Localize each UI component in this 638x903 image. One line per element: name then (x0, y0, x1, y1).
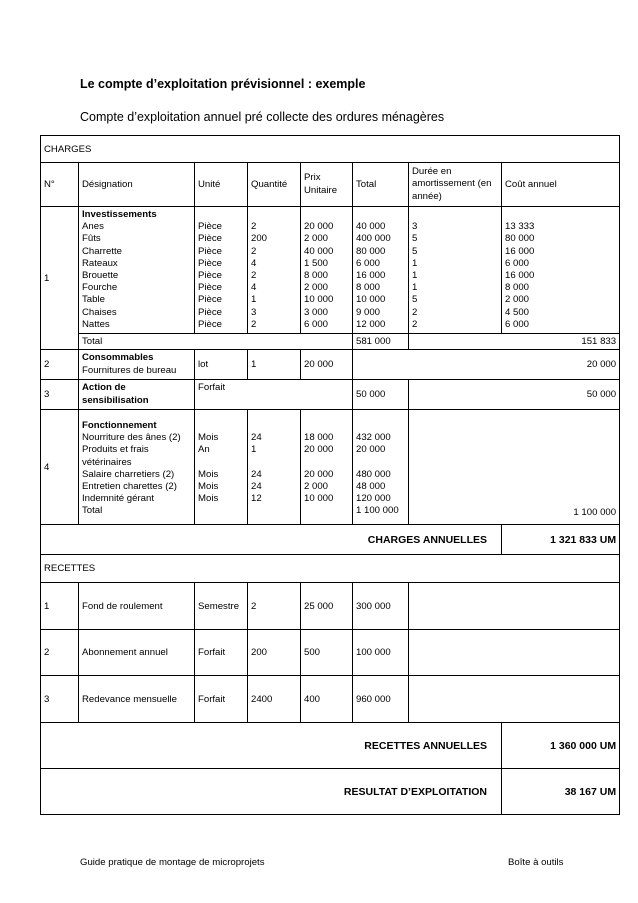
row3-number: 3 (41, 380, 79, 410)
item-unite: Pièce (198, 245, 222, 257)
rec1-quantite: 2 (248, 583, 301, 630)
item-total: 20 000 (356, 444, 386, 456)
item-designation: Rateaux (82, 257, 118, 269)
item-quantite: 24 (251, 481, 262, 493)
table-row (41, 380, 620, 410)
table-header-row (41, 163, 620, 207)
item-designation: Salaire charretiers (2) (82, 468, 175, 480)
row1-group: Investissements (82, 209, 157, 220)
item-prix: 8 000 (304, 270, 329, 282)
item-duree: 2 (412, 318, 418, 330)
rec3-designation: Redevance mensuelle (79, 676, 195, 723)
row4-group: Fonctionnement (82, 420, 157, 432)
resultat-value: 38 167 UM (502, 769, 620, 815)
row4-designation-list (82, 432, 191, 517)
item-duree: 1 (412, 270, 418, 282)
row2-item: Fournitures de bureau (82, 364, 177, 376)
item-cout: 8 000 (505, 282, 530, 294)
row1-designation-list (82, 221, 191, 331)
item-duree: 5 (412, 294, 418, 306)
item-quantite: 4 (251, 282, 257, 294)
item-cout: 13 333 (505, 221, 535, 233)
item-unite: Mois (198, 432, 219, 444)
item-quantite: 24 (251, 468, 262, 480)
rec3-total: 960 000 (353, 676, 409, 723)
item-designation: Nattes (82, 318, 110, 330)
item-total: 480 000 (356, 468, 391, 480)
row2-unite: lot (195, 350, 248, 380)
rec2-prix: 500 (301, 630, 353, 676)
item-designation: Fourche (82, 282, 118, 294)
table-row (41, 583, 620, 630)
item-cout: 16 000 (505, 270, 535, 282)
charges-label: CHARGES (41, 136, 620, 163)
row1-prix (301, 207, 353, 334)
item-prix: 20 000 (304, 221, 334, 233)
table-row (41, 350, 620, 380)
item-total: 6 000 (356, 257, 381, 269)
page-title: Le compte d’exploitation prévisionnel : exemple (80, 77, 366, 91)
item-total: 40 000 (356, 221, 386, 233)
item-quantite: 200 (251, 233, 268, 245)
item-unite: Mois (198, 468, 219, 480)
item-total: 400 000 (356, 233, 391, 245)
item-total: 9 000 (356, 306, 381, 318)
recettes-annual-value: 1 360 000 UM (502, 723, 620, 769)
item-unite: Pièce (198, 257, 222, 269)
row4-total (353, 410, 409, 525)
table-row (41, 410, 620, 525)
header-total: Total (353, 163, 409, 207)
footer-right: Boîte à outils (508, 857, 564, 868)
resultat-row (41, 769, 620, 815)
header-quantite: Quantité (248, 163, 301, 207)
item-prix: 20 000 (304, 444, 334, 456)
item-cout: 16 000 (505, 245, 535, 257)
item-total: 1 100 000 (356, 505, 399, 517)
row1-total-cout: 151 833 (502, 334, 620, 350)
item-designation: Nourriture des ânes (2) (82, 432, 181, 444)
item-prix: 3 000 (304, 306, 329, 318)
item-duree: 3 (412, 221, 418, 233)
header-duree: Durée en amortissement (en année) (409, 163, 502, 207)
header-cout: Coût annuel (502, 163, 620, 207)
item-unite: Pièce (198, 282, 222, 294)
row1-duree (409, 207, 502, 334)
table-row (41, 630, 620, 676)
row1-total (353, 207, 409, 334)
footer-left: Guide pratique de montage de microprojets (80, 857, 265, 868)
item-total: 48 000 (356, 481, 386, 493)
row2-number: 2 (41, 350, 79, 380)
item-unite: An (198, 444, 210, 456)
item-prix: 10 000 (304, 493, 334, 505)
item-quantite: 12 (251, 493, 262, 505)
item-quantite: 2 (251, 221, 257, 233)
header-no: N° (41, 163, 79, 207)
row1-cout (502, 207, 620, 334)
item-cout: 6 000 (505, 257, 530, 269)
item-quantite: 2 (251, 318, 257, 330)
rec3-quantite: 2400 (248, 676, 301, 723)
table-row-total (41, 334, 620, 350)
item-quantite: 2 (251, 245, 257, 257)
item-unite: Mois (198, 481, 219, 493)
item-designation: Table (82, 294, 105, 306)
item-quantite: 2 (251, 270, 257, 282)
item-total (356, 457, 405, 469)
resultat-label: RESULTAT D’EXPLOITATION (41, 769, 502, 815)
item-total: 12 000 (356, 318, 386, 330)
item-designation: Total (82, 505, 103, 517)
item-prix: 1 500 (304, 257, 329, 269)
item-quantite: 24 (251, 432, 262, 444)
item-duree: 1 (412, 282, 418, 294)
item-quantite: 1 (251, 444, 257, 456)
item-unite: Pièce (198, 318, 222, 330)
item-duree: 5 (412, 233, 418, 245)
row3-group: Action de sensibilisation (79, 380, 195, 410)
charges-annual-row (41, 525, 620, 555)
item-cout: 6 000 (505, 318, 530, 330)
item-quantite: 4 (251, 257, 257, 269)
item-total: 16 000 (356, 270, 386, 282)
row2-cout: 20 000 (502, 350, 620, 380)
row4-number: 4 (41, 410, 79, 525)
recettes-annual-row (41, 723, 620, 769)
item-cout: 4 500 (505, 306, 530, 318)
row4-unite (195, 410, 248, 525)
row2-group: Consommables (82, 352, 154, 364)
header-unite: Unité (195, 163, 248, 207)
row1-unite (195, 207, 248, 334)
row4-prix (301, 410, 353, 525)
item-unite: Pièce (198, 270, 222, 282)
rec1-prix: 25 000 (301, 583, 353, 630)
header-prix: Prix Unitaire (301, 163, 353, 207)
rec3-unite: Forfait (195, 676, 248, 723)
rec2-number: 2 (41, 630, 79, 676)
row4-quantite (248, 410, 301, 525)
item-unite: Pièce (198, 306, 222, 318)
row1-quantite (248, 207, 301, 334)
item-prix: 10 000 (304, 294, 334, 306)
rec2-designation: Abonnement annuel (79, 630, 195, 676)
item-total: 432 000 (356, 432, 391, 444)
item-designation: Produits et frais vétérinaires (82, 444, 149, 468)
header-designation: Désignation (79, 163, 195, 207)
rec1-designation: Fond de roulement (79, 583, 195, 630)
row1-total-value: 581 000 (353, 334, 409, 350)
item-quantite (251, 457, 297, 469)
item-total: 8 000 (356, 282, 381, 294)
item-unite: Pièce (198, 233, 222, 245)
row2-prix: 20 000 (301, 350, 353, 380)
item-prix: 18 000 (304, 432, 334, 444)
item-prix: 2 000 (304, 481, 329, 493)
item-duree: 2 (412, 306, 418, 318)
row4-cout: 1 100 000 (502, 410, 620, 525)
row4-designation (79, 410, 195, 525)
item-prix: 20 000 (304, 468, 334, 480)
item-quantite: 1 (251, 294, 257, 306)
item-duree: 1 (412, 257, 418, 269)
charges-annual-value: 1 321 833 UM (502, 525, 620, 555)
row1-total-label: Total (79, 334, 353, 350)
rec3-prix: 400 (301, 676, 353, 723)
row2-designation (79, 350, 195, 380)
item-total: 80 000 (356, 245, 386, 257)
table-row (41, 207, 620, 334)
rec3-number: 3 (41, 676, 79, 723)
item-total: 10 000 (356, 294, 386, 306)
exploitation-table (40, 135, 620, 815)
item-prix: 40 000 (304, 245, 334, 257)
item-total: 120 000 (356, 493, 391, 505)
rec2-total: 100 000 (353, 630, 409, 676)
item-designation: Indemnité gérant (82, 493, 154, 505)
item-prix: 6 000 (304, 318, 329, 330)
rec2-unite: Forfait (195, 630, 248, 676)
item-designation: Brouette (82, 270, 119, 282)
item-unite: Pièce (198, 294, 222, 306)
page-subtitle: Compte d’exploitation annuel pré collecte des ordures ménagères (80, 110, 445, 124)
table-row (41, 676, 620, 723)
item-prix: 2 000 (304, 282, 329, 294)
item-designation: Entretien charettes (2) (82, 481, 177, 493)
row3-total: 50 000 (353, 380, 409, 410)
row2-quantite: 1 (248, 350, 301, 380)
item-prix: 2 000 (304, 233, 329, 245)
row3-unite: Forfait (195, 380, 353, 410)
recettes-label: RECETTES (41, 555, 620, 583)
row1-designation (79, 207, 195, 334)
item-cout: 80 000 (505, 233, 535, 245)
rec1-number: 1 (41, 583, 79, 630)
item-unite (198, 457, 244, 469)
rec1-unite: Semestre (195, 583, 248, 630)
rec1-total: 300 000 (353, 583, 409, 630)
rec2-quantite: 200 (248, 630, 301, 676)
item-designation: Anes (82, 221, 104, 233)
item-quantite: 3 (251, 306, 257, 318)
item-unite: Mois (198, 493, 219, 505)
item-duree: 5 (412, 245, 418, 257)
item-designation: Fûts (82, 233, 101, 245)
item-designation: Charrette (82, 245, 122, 257)
recettes-section-row (41, 555, 620, 583)
item-unite: Pièce (198, 221, 222, 233)
item-prix (304, 457, 349, 469)
row1-number: 1 (41, 207, 79, 350)
charges-annual-label: CHARGES ANNUELLES (41, 525, 502, 555)
recettes-annual-label: RECETTES ANNUELLES (41, 723, 502, 769)
item-cout: 2 000 (505, 294, 530, 306)
charges-section-row (41, 136, 620, 163)
row3-cout: 50 000 (502, 380, 620, 410)
item-designation: Chaises (82, 306, 117, 318)
